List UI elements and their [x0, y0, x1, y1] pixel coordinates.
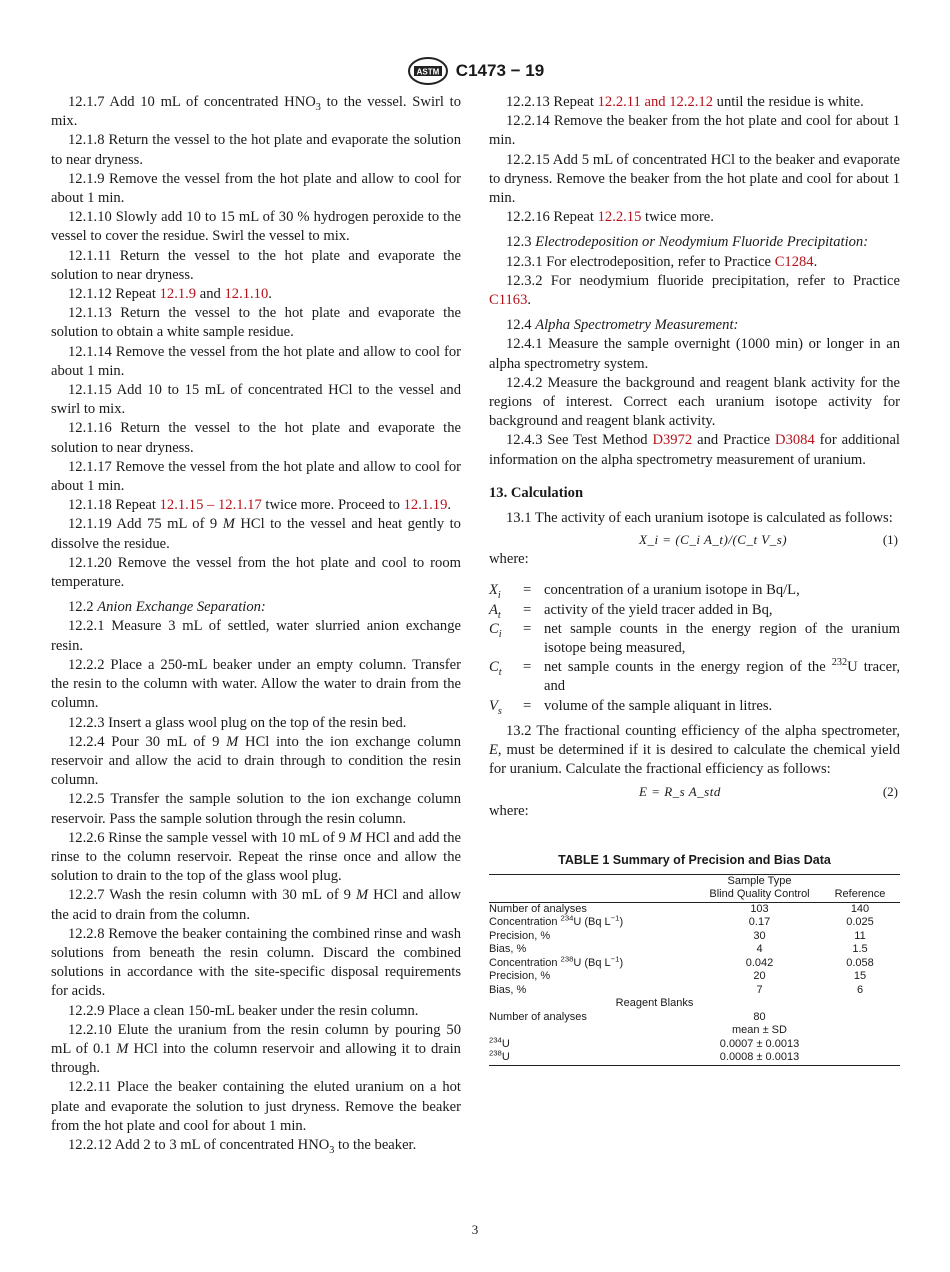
superscript: 238	[489, 1048, 502, 1058]
text-run: Concentration	[489, 956, 561, 969]
paragraph	[51, 733, 461, 791]
table-cell	[699, 916, 820, 930]
svg-text:ASTM: ASTM	[416, 67, 440, 77]
superscript: 232	[831, 657, 848, 669]
right-column	[489, 93, 900, 1066]
table-row	[489, 970, 900, 984]
text-run: activity of the yield tracer added in Bq,	[544, 601, 773, 618]
superscript: 234	[560, 913, 574, 923]
text-run: Concentration	[489, 916, 561, 929]
paragraph	[51, 925, 461, 1002]
table-cell	[820, 997, 900, 1011]
row-label	[489, 913, 699, 930]
text-run: HCl and allow the acid to drain from the column.	[51, 887, 461, 923]
table-row	[489, 1051, 900, 1065]
row-label	[489, 943, 699, 957]
paragraph	[51, 285, 461, 304]
text-run: 12.2.9 Place a clean 150-mL beaker under the resin column.	[68, 1002, 419, 1019]
text-run: 12.2.2 Place a 250-mL beaker under an empty column. Transfer the resin to the column with water. Allow the water to drain from the column.	[51, 656, 461, 712]
text-run: 12.2.11 Place the beaker containing the eluted uranium on a hot plate and evaporate the solution to just dryness. Remove the beaker from the hot plate and cool for about 1 min.	[51, 1079, 461, 1134]
text-run: until the residue is white.	[713, 94, 864, 110]
paragraph	[489, 253, 900, 272]
text-run: 12.1.19 Add 75 mL of 9	[68, 516, 223, 533]
text-run: 0.17	[748, 916, 771, 929]
precision-bias-table-block	[489, 851, 900, 1066]
text-run: volume of the sample aliquant in litres.	[544, 697, 773, 714]
text-run: 12.4.1 Measure the sample overnight (1000 min) or longer in an alpha spectrometry system.	[489, 336, 900, 372]
table-cell	[820, 970, 900, 984]
paragraph	[51, 458, 461, 496]
text-run: 12.1.9 Remove the vessel from the hot plate and allow to cool for about 1 min.	[51, 170, 461, 207]
paragraph	[51, 515, 461, 553]
text-run: 12.3.1 For electrodeposition, refer to Practice	[506, 253, 775, 270]
paragraph	[51, 304, 461, 342]
text-run: 0.0007 ± 0.0013	[719, 1037, 800, 1050]
definition-row	[489, 658, 900, 696]
row-label	[489, 1035, 699, 1052]
section-title: Alpha Spectrometry Measurement:	[535, 317, 739, 334]
paragraph	[51, 1136, 461, 1155]
italic-text: M	[222, 516, 235, 533]
text-run: , must be determined if it is desired to calculate the chemical yield for uranium. Calculate the fractional efficiency as follows:	[489, 742, 900, 778]
table-cell	[820, 916, 900, 930]
italic-text: M	[349, 829, 362, 846]
text-run: 12.4.3 See Test Method	[506, 432, 653, 449]
page-number: 3	[471, 1222, 479, 1237]
table-cell	[820, 943, 900, 957]
text-run: 12.1.15 Add 10 to 15 mL of concentrated HCl to the vessel and swirl to mix.	[51, 382, 461, 418]
text-run: 12.2	[68, 599, 98, 616]
equals-sign: =	[523, 697, 532, 714]
table-row	[489, 984, 900, 998]
text-run: 12.2.12 Add 2 to 3 mL of concentrated HNO	[68, 1136, 330, 1153]
definition-text	[544, 601, 900, 620]
table-cell	[699, 1038, 820, 1052]
variable-symbol	[489, 620, 523, 639]
section-heading	[489, 233, 900, 252]
text-run: U (Bq L	[573, 956, 611, 969]
cross-reference-link[interactable]: 12.1.19	[403, 497, 448, 514]
text-run: 12.1.10 Slowly add 10 to 15 mL of 30 % hydrogen peroxide to the vessel to cover the residue. Swirl the vessel to mix.	[51, 209, 461, 245]
table-cell	[820, 874, 900, 888]
row-label	[489, 1011, 699, 1025]
text-run: 12.1.7 Add 10 mL of concentrated HNO	[68, 94, 316, 110]
section-title: Anion Exchange Separation:	[97, 599, 266, 616]
cross-reference-link[interactable]: C1284	[774, 253, 814, 270]
text-run: 12.1.8 Return the vessel to the hot plate and evaporate the solution to near dryness.	[51, 132, 461, 168]
text-run: 12.2.3 Insert a glass wool plug on the top of the resin bed.	[68, 714, 407, 731]
table-cell	[699, 957, 820, 971]
text-run: 12.1.12 Repeat	[68, 286, 160, 303]
text-run: 103	[750, 902, 769, 915]
row-label	[489, 984, 699, 998]
definition-row	[489, 581, 900, 600]
text-run: Number of analyses	[489, 1010, 587, 1023]
text-run: .	[527, 292, 532, 309]
table-group-header	[699, 874, 820, 888]
text-run: 0.0008 ± 0.0013	[719, 1051, 800, 1064]
text-run: U	[501, 1051, 510, 1064]
text-run: 1.5	[852, 943, 868, 956]
subscript: 3	[329, 1144, 335, 1156]
text-run: 13.1 The activity of each uranium isotope is calculated as follows:	[506, 510, 893, 527]
table-cell	[820, 930, 900, 944]
equation-formula: X_i = (C_i A_t)/(C_t V_s)	[639, 532, 788, 548]
table-cell	[820, 1011, 900, 1025]
text-run: 12.2.15 Add 5 mL of concentrated HCl to the beaker and evaporate to dryness. Remove the beaker from the hot plate and cool for about 1 min.	[489, 151, 900, 207]
paragraph	[51, 131, 461, 169]
text-run: and	[196, 286, 225, 303]
variable-definitions	[489, 581, 900, 715]
text-run: Number of analyses	[489, 902, 587, 915]
table-row	[489, 888, 900, 902]
paragraph	[489, 509, 900, 528]
table-cell	[489, 888, 699, 902]
text-run: net sample counts in the energy region of the	[544, 659, 832, 676]
cross-reference-link[interactable]: 12.1.9	[159, 286, 197, 303]
cross-reference-link[interactable]: 12.1.15 – 12.1.17	[159, 497, 262, 514]
paragraph	[51, 419, 461, 457]
equals-sign: =	[523, 582, 532, 599]
table-cell	[699, 943, 820, 957]
superscript: 234	[489, 1035, 502, 1045]
text-run: 20	[753, 970, 766, 983]
table-cell	[820, 1051, 900, 1065]
text-run: to the vessel. Swirl to mix.	[51, 94, 461, 130]
table-cell	[699, 930, 820, 944]
paragraph	[51, 714, 461, 733]
paragraph	[51, 170, 461, 208]
table-cell	[489, 874, 699, 888]
text-run: Precision, %	[489, 929, 551, 942]
section-heading	[489, 316, 900, 335]
text-run: 12.2.7 Wash the resin column with 30 mL of 9	[68, 887, 356, 904]
italic-text: M	[116, 1040, 129, 1057]
section-heading	[51, 598, 461, 617]
table-row	[489, 1011, 900, 1025]
row-label	[489, 930, 699, 944]
cross-reference-link[interactable]: D3972	[652, 432, 693, 449]
table-row	[489, 957, 900, 971]
paragraph	[51, 496, 461, 515]
text-run: 15	[853, 970, 867, 983]
text-run: 12.2.14 Remove the beaker from the hot plate and cool for about 1 min.	[489, 113, 900, 149]
table-cell	[699, 1051, 820, 1065]
definition-row	[489, 620, 900, 658]
text-run: U tracer, and	[544, 659, 900, 695]
table-row	[489, 916, 900, 930]
text-run: 7	[756, 983, 763, 996]
definition-text	[544, 697, 900, 716]
text-run: twice more.	[641, 209, 714, 226]
table-row	[489, 902, 900, 916]
subscript: s	[497, 705, 502, 717]
equation-2	[489, 780, 900, 802]
cross-reference-link[interactable]: 12.2.11 and 12.2.12	[597, 94, 713, 110]
text-run: 12.3.2 For neodymium fluoride precipitation, refer to Practice	[506, 272, 900, 289]
equals-sign: =	[523, 659, 532, 676]
text-run: 12.2.8 Remove the beaker containing the combined rinse and wash solutions from beneath the resin column. Discard the combined solutions in accordance with the site-specific disposal requirements for acids.	[51, 925, 461, 1000]
paragraph	[51, 343, 461, 381]
table-cell	[820, 984, 900, 998]
definition-row	[489, 601, 900, 620]
text-run: Bias, %	[489, 943, 527, 956]
text-run: 12.2.1 Measure 3 mL of settled, water slurried anion exchange resin.	[51, 618, 461, 654]
section-title: Electrodeposition or Neodymium Fluoride Precipitation:	[535, 234, 869, 251]
text-run: Precision, %	[489, 970, 551, 983]
definition-row	[489, 697, 900, 716]
text-run: 140	[850, 902, 870, 915]
text-run: .	[447, 497, 452, 514]
column-header	[699, 888, 820, 902]
table-cell	[820, 902, 900, 916]
astm-logo-icon	[406, 56, 450, 86]
table-row	[489, 1038, 900, 1052]
cross-reference-link[interactable]: 12.1.10	[224, 286, 269, 303]
italic-text: M	[356, 887, 369, 904]
text-run: C	[489, 659, 499, 676]
standard-designation: C1473 − 19	[455, 61, 545, 80]
variable-symbol	[489, 658, 523, 677]
text-run: )	[619, 956, 624, 969]
paragraph	[51, 554, 461, 592]
paragraph	[489, 374, 900, 432]
paragraph	[489, 335, 900, 373]
text-run: 12.1.18 Repeat	[68, 497, 160, 514]
left-column	[51, 93, 461, 1155]
text-run: U (Bq L	[573, 916, 611, 929]
text-run: X	[489, 582, 498, 599]
table-row	[489, 943, 900, 957]
variable-symbol	[489, 697, 523, 716]
row-label	[489, 954, 699, 971]
definition-text	[544, 581, 900, 600]
paragraph	[489, 112, 900, 150]
table-row	[489, 930, 900, 944]
table-cell	[820, 1024, 900, 1038]
text-run: HCl and add the rinse to the column reservoir. Repeat the rinse once and allow the solution to drain to the top of the glass wool plug.	[51, 829, 461, 885]
text-run: U	[501, 1037, 510, 1050]
italic-text: E	[489, 742, 498, 759]
variable-symbol	[489, 581, 523, 600]
paragraph	[51, 656, 461, 714]
table-row	[489, 874, 900, 888]
cross-reference-link[interactable]: D3084	[775, 432, 815, 449]
text-run: 12.1.11 Return the vessel to the hot plate and evaporate the solution to near dryness.	[51, 247, 461, 283]
table-cell	[489, 1024, 699, 1038]
equals-sign: =	[523, 601, 532, 618]
paragraph	[489, 272, 900, 310]
text-run: 13.2 The fractional counting efficiency of the alpha spectrometer,	[506, 722, 900, 739]
table-cell	[699, 970, 820, 984]
text-run: .	[268, 286, 272, 303]
paragraph	[51, 1021, 461, 1079]
paragraph	[51, 790, 461, 828]
row-label	[489, 970, 699, 984]
table-cell	[820, 957, 900, 971]
paragraph	[51, 1078, 461, 1136]
text-run: Blind Quality Control	[709, 888, 810, 901]
text-run: 12.2.13 Repeat	[506, 94, 598, 110]
text-run: 11	[854, 929, 866, 942]
text-run: 12.1.16 Return the vessel to the hot plate and evaporate the solution to near dryness.	[51, 420, 461, 456]
text-run: 12.2.16 Repeat	[506, 209, 598, 226]
where-label: where:	[489, 802, 529, 819]
paragraph	[51, 208, 461, 246]
text-run: Bias, %	[489, 983, 527, 996]
definition-text	[544, 658, 900, 696]
text-run: 12.2.6 Rinse the sample vessel with 10 mL of 9	[68, 829, 350, 846]
column-header	[820, 888, 900, 902]
text-run: 80	[753, 1010, 766, 1023]
text-run: 0.058	[846, 956, 874, 969]
page-header	[0, 56, 950, 86]
section-heading-calculation: 13. Calculation	[489, 484, 584, 501]
paragraph	[51, 829, 461, 887]
text-run: 12.1.17 Remove the vessel from the hot plate and allow to cool for about 1 min.	[51, 458, 461, 495]
paragraph	[489, 93, 900, 112]
paragraph	[489, 151, 900, 209]
equation-number: (2)	[882, 783, 898, 799]
text-run: concentration of a uranium isotope in Bq/L,	[544, 582, 800, 599]
column-header	[699, 1024, 820, 1038]
text-run: 12.1.13 Return the vessel to the hot plate and evaporate the solution to obtain a white sample residue.	[51, 305, 461, 341]
text-run: 12.4	[506, 317, 536, 334]
text-run: A	[489, 601, 498, 618]
text-run: 6	[856, 983, 864, 996]
text-run: .	[813, 253, 818, 270]
precision-bias-table	[489, 874, 900, 1066]
table-cell	[699, 984, 820, 998]
text-run: 12.2.4 Pour 30 mL of 9	[68, 733, 227, 750]
where-label: where:	[489, 551, 529, 568]
subscript: t	[498, 667, 502, 679]
text-run: for additional information on the alpha spectrometry measurement of uranium.	[489, 432, 900, 468]
text-run: 12.1.20 Remove the vessel from the hot plate and cool to room temperature.	[51, 554, 461, 591]
text-run: 12.3	[506, 234, 536, 251]
paragraph	[51, 93, 461, 131]
text-run: 30	[753, 929, 766, 942]
text-run: to the beaker.	[334, 1136, 417, 1153]
table-row	[489, 1024, 900, 1038]
superscript: 238	[560, 954, 574, 964]
text-run: Reagent Blanks	[615, 997, 694, 1010]
paragraph	[51, 381, 461, 419]
table-group-header	[489, 997, 820, 1011]
paragraph	[489, 208, 900, 227]
paragraph	[489, 431, 900, 469]
table-cell	[699, 902, 820, 916]
text-run: 0.042	[745, 956, 774, 969]
table-title: TABLE 1 Summary of Precision and Bias Data	[558, 852, 831, 867]
table-row	[489, 997, 900, 1011]
paragraph	[51, 247, 461, 285]
text-run: 12.2.5 Transfer the sample solution to the ion exchange column reservoir. Pass the sample solution through the resin column.	[51, 791, 461, 827]
row-label	[489, 902, 699, 916]
subscript: 3	[315, 101, 321, 113]
text-run: C	[489, 620, 499, 637]
subscript: i	[498, 628, 502, 640]
table-cell	[699, 1011, 820, 1025]
text-run: HCl into the ion exchange column reservoir and allow the acid to drain through to condition the resin column.	[51, 733, 461, 789]
text-run: Sample Type	[727, 874, 792, 887]
subscript: i	[497, 590, 501, 602]
cross-reference-link[interactable]: C1163	[489, 292, 528, 309]
equation-1	[489, 528, 900, 550]
text-run: twice more. Proceed to	[261, 497, 404, 514]
paragraph	[51, 1002, 461, 1021]
text-run: and Practice	[692, 432, 776, 449]
equation-number: (1)	[882, 532, 898, 548]
paragraph	[51, 617, 461, 655]
text-run: 12.2.10 Elute the uranium from the resin column by pouring 50 mL of 0.1	[51, 1021, 461, 1057]
text-run: Reference	[834, 888, 886, 901]
text-run: HCl to the vessel and heat gently to dissolve the residue.	[51, 516, 461, 552]
text-run: V	[489, 697, 498, 714]
text-run: 0.025	[846, 916, 874, 929]
subscript: t	[497, 609, 501, 621]
equation-formula: E = R_s A_std	[639, 783, 721, 799]
italic-text: M	[226, 733, 239, 750]
definition-text	[544, 620, 900, 658]
superscript: −1	[610, 913, 620, 923]
text-run: 12.1.14 Remove the vessel from the hot plate and allow to cool for about 1 min.	[51, 343, 461, 379]
text-run: 4	[756, 943, 763, 956]
paragraph	[51, 886, 461, 924]
table-cell	[820, 1038, 900, 1052]
text-run: )	[619, 916, 624, 929]
row-label	[489, 1048, 699, 1065]
cross-reference-link[interactable]: 12.2.15	[597, 209, 642, 226]
superscript: −1	[610, 954, 620, 964]
variable-symbol	[489, 601, 523, 620]
text-run: 12.4.2 Measure the background and reagent blank activity for the regions of interest. Correct each uranium isotope activity for background and reagent blank activity.	[489, 374, 900, 430]
text-run: HCl into the column reservoir and allowing it to drain through.	[51, 1040, 461, 1077]
text-run: net sample counts in the energy region of the uranium isotope being measured,	[544, 620, 900, 657]
text-run: mean ± SD	[732, 1024, 787, 1037]
paragraph	[489, 722, 900, 780]
equals-sign: =	[523, 620, 532, 637]
